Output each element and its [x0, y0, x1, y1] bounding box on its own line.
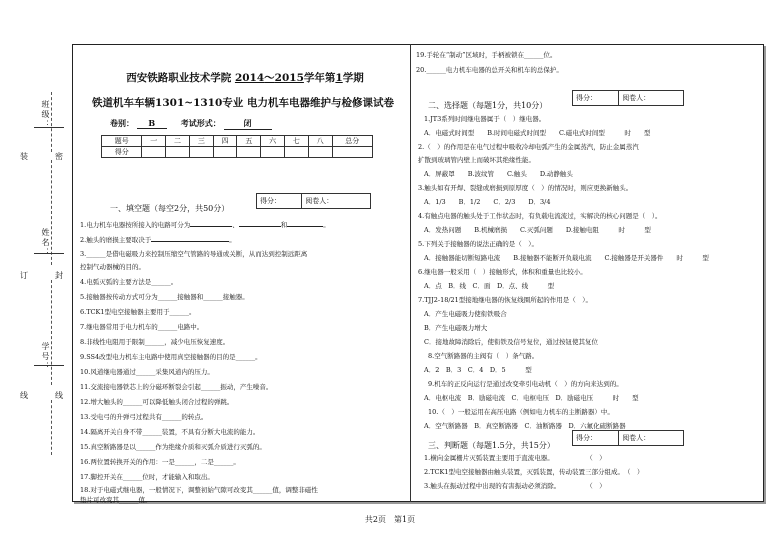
- s2-q3-options: A．1/3 B．1/2 C．2/3 D．3/4: [424, 198, 551, 206]
- s1-q8: 8.非线性电阻用于限制______，减少电压恢复速度。: [80, 338, 230, 346]
- s2-q8-options: A．2 B．3 C．4 D．5 型: [424, 366, 532, 374]
- s1-q19: 19.手轮在“制动”区域时，手柄被锁在______位。: [416, 51, 557, 59]
- section3-title: 三、判断题（每题1.5分，共15分）: [428, 441, 555, 450]
- s1-q4: 4.电弧灭弧的主要方法是______。: [80, 278, 178, 286]
- margin-zhuang: 装: [20, 152, 28, 161]
- s1-q12: 12.增大触头的______可以降低触头闭合过程的弹跳。: [80, 398, 234, 406]
- s1-q14: 14.隔离开关自身不带______装置，不具有分断大电流的能力。: [80, 428, 260, 436]
- s2-q4: 4.有触点电器的触头处于工作状态时，有负载电流流过，实解决的核心问题是（ ）。: [418, 212, 662, 220]
- s2-q7-option-a: A．产生电磁吸力使衔铁吸合: [424, 310, 507, 318]
- s1-q16: 16.两位置转换开关的作用：一是______，二是______。: [80, 458, 240, 466]
- s1-q13: 13.受电弓的升弹弓过程共有______的转点。: [80, 413, 208, 421]
- s1-q18: 18.对于电磁式继电器，一般情况下，调整初始气隙可改变其______值，调整非磁性: [80, 486, 318, 494]
- s1-q6: 6.TCK1型电空接触器主要用于______。: [80, 308, 196, 316]
- s2-q7-option-c: C．接地故障消除后，使衔铁及信号复位，通过按钮使其复位: [424, 338, 598, 346]
- s2-q5-options: A．接触器能切断短路电流 B.接触器不能断开负载电流 C.接触器是开关器件 时 型: [424, 254, 709, 262]
- s1-q1: 1.电力机车电器按所接入的电路可分为 、 和 。: [80, 221, 330, 229]
- s2-q10: 10.（ ）一般运用在高压电路（例如电力机车的主断路器）中。: [428, 408, 614, 416]
- s1-q18b: 垫片可改变其______值。: [80, 496, 152, 504]
- s1-q10: 10.风道继电器通过______采集风道内的压力。: [80, 368, 214, 376]
- s1-q17: 17.脚控开关在______位时，才能输入和取出。: [80, 473, 214, 481]
- s2-q7-option-b: B．产生电磁吸力增大: [424, 324, 488, 332]
- section3-grader-box: 得分： 阅卷人：: [572, 430, 684, 446]
- s2-q4-options: A．发热问题 B.机械磨损 C.灭弧问题 D.接触电阻 时 型: [424, 226, 651, 234]
- s2-q10-options: A．空气断路器 B．真空断路器 C．油断路器 D．六氟化硫断路器: [424, 422, 626, 430]
- margin-dash-line: [51, 280, 52, 385]
- margin-ding: 订: [20, 271, 28, 280]
- s2-q5: 5.下列关于接触器的说法正确的是（ ）。: [418, 240, 538, 248]
- s2-q1: 1.JT3系列时间继电器属于（ ）继电器。: [424, 115, 546, 123]
- s1-q11: 11.交流接电器铁芯上的分磁环断裂会引起______振动，产生噪音。: [80, 383, 273, 391]
- section1-grader-box: 得分： 阅卷人：: [256, 193, 371, 209]
- s1-q3: 3.______是借电磁吸力来控制压缩空气管路的导通或关断，从而达到控制远距离: [80, 250, 308, 258]
- score-table: 题号 一 二 三 四 五 六 七 八 总分 得分: [101, 135, 373, 158]
- s2-q2b: 扩散到玻璃管内壁上而破坏其绝缘性能。: [418, 156, 535, 164]
- s3-q2: 2.TCK1型电空接触器由触头装置，灭弧装置，传动装置三部分组成。 （ ）: [424, 468, 644, 476]
- s1-q9: 9.SS4改型电力机车主电路中使用真空接触器的目的是______。: [80, 353, 262, 361]
- name-underline: [34, 253, 64, 254]
- class-label: 班级：: [41, 100, 50, 130]
- s1-q5: 5.接触器按传动方式可分为______接触器和______接触器。: [80, 293, 249, 301]
- id-underline: [34, 365, 64, 366]
- s3-q1: 1.横向金属栅片灭弧装置主要用于直流电器。 （ ）: [424, 454, 606, 462]
- name-label: 姓名：: [41, 228, 50, 258]
- student-id-label: 学号：: [41, 342, 50, 372]
- margin-xian: 线: [20, 391, 28, 400]
- s2-q1-options: A．电磁式时间型 B.时间电磁式时间型 C.磁电式时间型 时 型: [424, 129, 651, 137]
- margin-feng: 封: [55, 271, 63, 280]
- margin-dash-line: [51, 160, 52, 265]
- s1-q15: 15.真空断路器是以______作为绝缘介质和灭弧介质进行灭弧的。: [80, 443, 266, 451]
- paper-title: 铁道机车车辆1301~1310专业 电力机车电器维护与检修课试卷: [92, 97, 394, 109]
- s1-q7: 7.继电器常用于电力机车的______电路中。: [80, 323, 204, 331]
- section2-grader-box: 得分： 阅卷人：: [572, 90, 684, 106]
- margin-dash-line: [51, 400, 52, 455]
- s2-q7: 7.TJJ2-18/21型接地继电器的恢复线圈所起的作用是（ ）。: [418, 296, 593, 304]
- s1-q2: 2.触头的磨损主要取决于 。: [80, 236, 236, 244]
- section2-title: 二、选择题（每题1分，共10分）: [428, 101, 548, 110]
- s2-q8: 8.空气断路器的主阀有（ ）条气路。: [428, 352, 539, 360]
- s2-q6: 6.继电器一般采用（ ）接触形式，体积和重量也比较小。: [418, 268, 587, 276]
- margin-mi: 密: [55, 152, 63, 161]
- s2-q3: 3.触头如有开焊、裂缝或磨损到原厚度（ ）的情况时，则应更换新触头。: [418, 184, 633, 192]
- s2-q6-options: A．点 B．线 C．面 D．点、线 型: [424, 282, 555, 290]
- s1-q3b: 控制气动器械的目的。: [80, 263, 145, 271]
- school-heading: 西安铁路职业技术学院 2014～2015学年第1学期: [126, 72, 364, 84]
- paper-meta: 卷别： B 考试形式： 闭: [110, 118, 380, 130]
- paper-version: B: [137, 118, 167, 129]
- class-underline: [34, 127, 64, 128]
- page-footer: 共2页 第1页: [364, 515, 416, 524]
- margin-dash-line: [51, 92, 52, 152]
- s3-q3: 3.触头在振动过程中出现的有害振动必须消除。 （ ）: [424, 482, 606, 490]
- s2-q9: 9.机车的正反向运行是通过改变牵引电动机（ ）的方向来达到的。: [428, 380, 623, 388]
- margin-xian2: 线: [55, 391, 63, 400]
- s2-q9-options: A．电枢电流 B．励磁电流 C．电枢电压 D．励磁电压 时 型: [424, 394, 639, 402]
- exam-form: 闭: [224, 118, 272, 130]
- s2-q2: 2.（ ）的作用是在电气过程中吸收冷却电弧产生的金属蒸汽，防止金属蒸汽: [418, 143, 639, 151]
- s2-q2-options: A．屏蔽罩 B.波纹管 C.触头 D.动静触头: [424, 170, 573, 178]
- section1-title: 一、填空题（每空2分，共50分）: [110, 204, 230, 213]
- s1-q20: 20.______电力机车电器的总开关和机车的总保护。: [416, 66, 563, 74]
- column-divider: [410, 44, 411, 502]
